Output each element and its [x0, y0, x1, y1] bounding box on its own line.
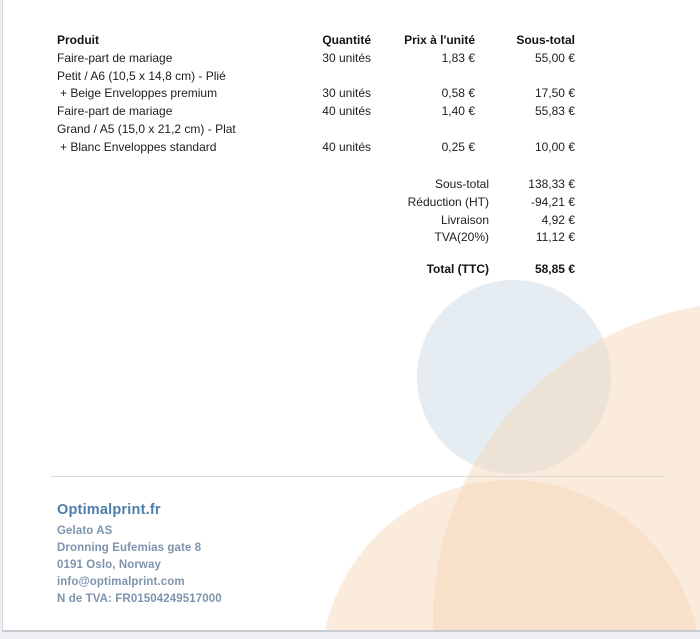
unit-price-cell: 0,58 € [441, 86, 475, 101]
unit-price-cell: 1,83 € [441, 50, 475, 65]
summary-label: Réduction (HT) [407, 194, 489, 209]
product-cell: + Beige Enveloppes premium [60, 86, 218, 101]
order-total [303, 262, 575, 276]
invoice-page [2, 0, 700, 632]
column-header-subtotal: Sous-total [516, 33, 575, 47]
summary-value: 4,92 € [541, 212, 575, 227]
summary-label: TVA(20%) [434, 230, 489, 245]
subtotal-cell: 17,50 € [534, 86, 575, 101]
quantity-cell [313, 69, 371, 87]
unit-price-cell: 1,40 € [441, 104, 475, 119]
footer-company-info [57, 502, 222, 608]
summary-value: -94,21 € [530, 194, 575, 209]
divider-line [51, 476, 664, 477]
product-cell: Faire-part de mariage [57, 104, 173, 119]
column-header-quantity: Quantité [322, 33, 371, 47]
subtotal-cell: 10,00 € [534, 139, 575, 154]
company-email: info@optimalprint.com [57, 576, 185, 588]
product-cell: Petit / A6 (10,5 x 14,8 cm) - Plié [57, 68, 226, 83]
company-street: Dronning Eufemias gate 8 [57, 542, 202, 554]
product-cell: Faire-part de mariage [57, 50, 173, 65]
column-header-unit-price: Prix à l'unité [404, 33, 475, 47]
quantity-cell: 40 unités [322, 104, 371, 119]
quantity-cell [313, 122, 371, 140]
order-summary [303, 177, 575, 248]
company-brand: Optimalprint.fr [57, 502, 161, 518]
summary-label: Sous-total [434, 177, 489, 191]
total-value: 58,85 € [534, 262, 575, 276]
order-items-table [57, 33, 575, 158]
total-label: Total (TTC) [426, 262, 489, 276]
summary-value: 11,12 € [535, 230, 575, 245]
subtotal-cell [475, 69, 575, 87]
unit-price-cell [371, 69, 475, 87]
unit-price-cell: 0,25 € [441, 139, 475, 154]
column-header-product: Produit [57, 33, 99, 47]
company-city: 0191 Oslo, Norway [57, 559, 161, 571]
product-cell: Grand / A5 (15,0 x 21,2 cm) - Plat [57, 121, 236, 136]
quantity-cell: 30 unités [322, 50, 371, 65]
subtotal-cell [475, 122, 575, 140]
company-name: Gelato AS [57, 525, 113, 537]
quantity-cell: 40 unités [322, 139, 371, 154]
quantity-cell: 30 unités [322, 86, 371, 101]
subtotal-cell: 55,83 € [534, 104, 575, 119]
summary-value: 138,33 € [528, 177, 575, 191]
company-vat: N de TVA: FR01504249517000 [57, 593, 222, 605]
summary-label: Livraison [440, 212, 489, 227]
unit-price-cell [371, 122, 475, 140]
product-cell: + Blanc Enveloppes standard [60, 139, 217, 154]
subtotal-cell: 55,00 € [534, 50, 575, 65]
